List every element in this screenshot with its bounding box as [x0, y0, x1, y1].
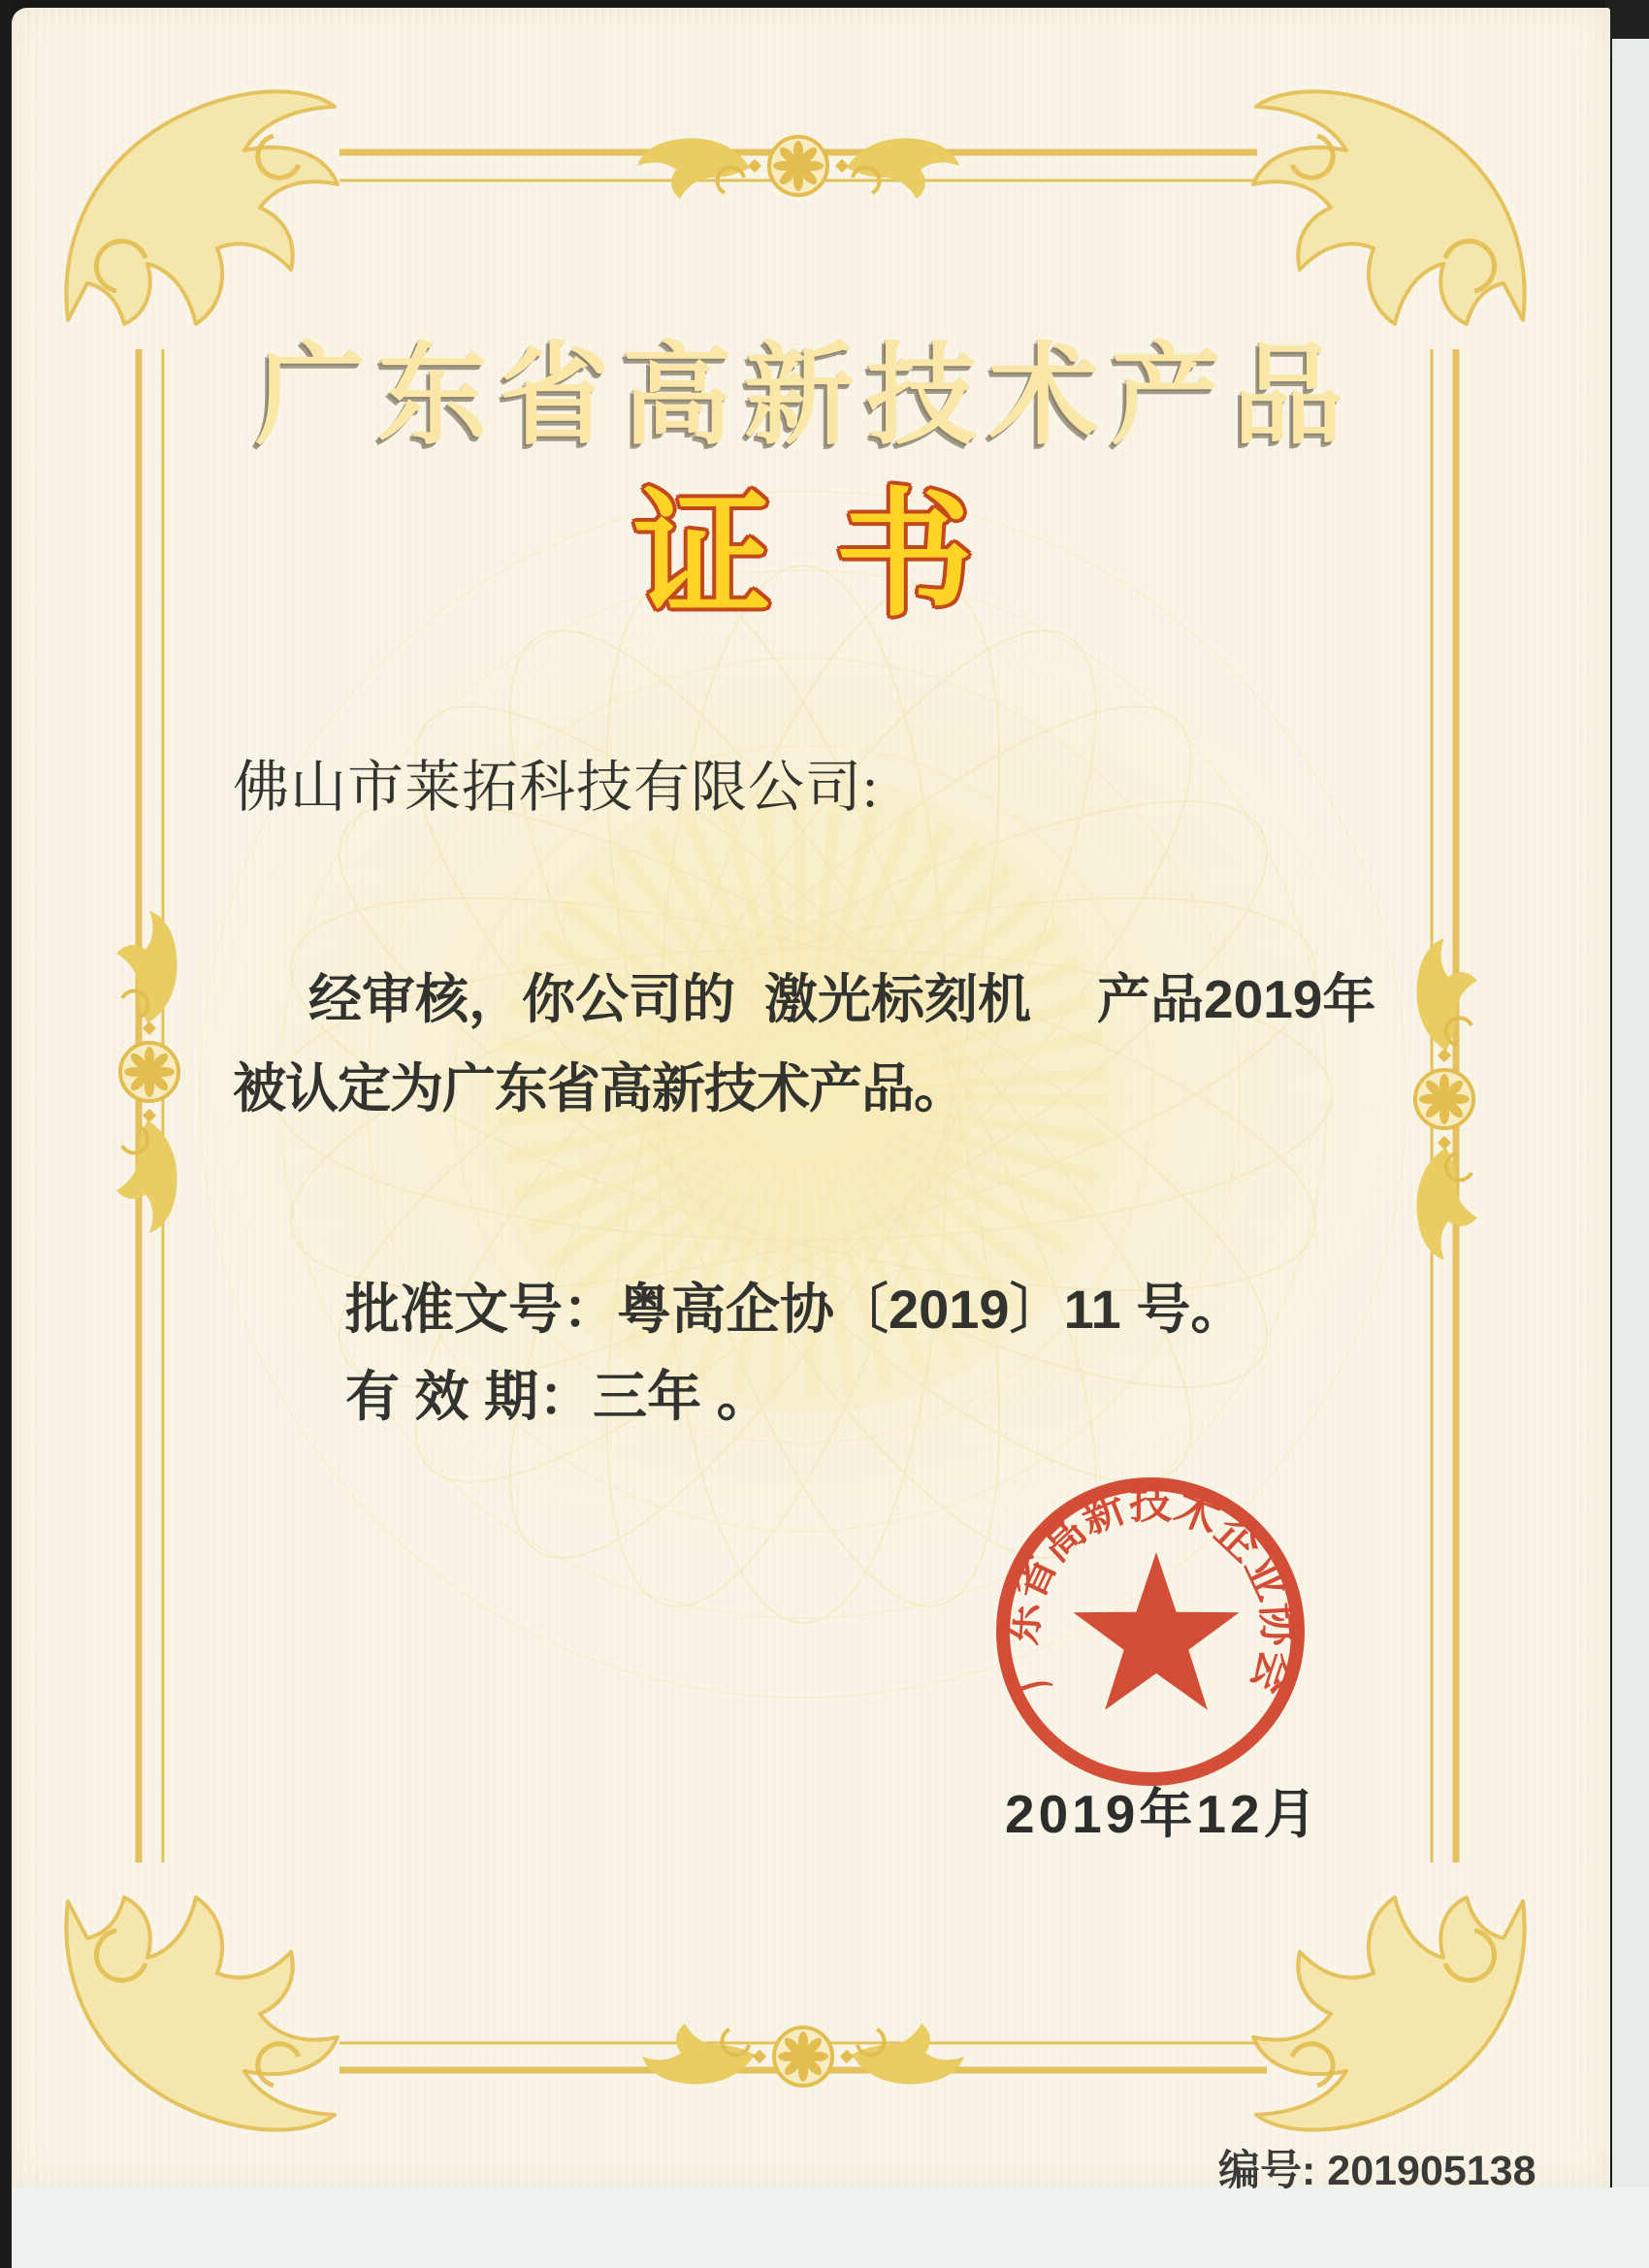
body-line-2: 被认定为广东省高新技术产品。	[233, 1058, 967, 1118]
approval-number-line	[345, 1267, 1245, 1345]
scanner-background-bottom	[12, 2187, 1649, 2268]
approval-label: 批准文号：	[345, 1279, 617, 1340]
recipient-company-name: 佛山市莱拓科技有限公司:	[233, 756, 880, 819]
audit-prefix: 经审核，你公司的	[308, 969, 736, 1029]
serial-number-line	[1218, 2138, 1536, 2197]
validity-line	[345, 1354, 771, 1432]
audit-suffix: 产品2019年	[1097, 969, 1376, 1029]
certificate-subtitle: 证书	[633, 478, 1037, 632]
certificate-title: 广东省高新技术产品	[254, 335, 1355, 458]
approval-value: 粤高企协〔2019〕11 号。	[617, 1279, 1245, 1340]
scanner-edge-right	[1612, 39, 1649, 2187]
validity-label: 有 效 期：	[345, 1366, 594, 1427]
body-line-1	[308, 956, 1375, 1033]
validity-value: 三年 。	[593, 1366, 771, 1427]
issue-date: 2019年12月	[1005, 1784, 1321, 1844]
serial-label: 编号:	[1218, 2148, 1316, 2194]
seal-text: 广东省高新技术企业协会	[996, 1478, 1305, 1701]
serial-value: 201905138	[1327, 2148, 1536, 2194]
product-name: 激光标刻机	[764, 970, 1032, 1029]
